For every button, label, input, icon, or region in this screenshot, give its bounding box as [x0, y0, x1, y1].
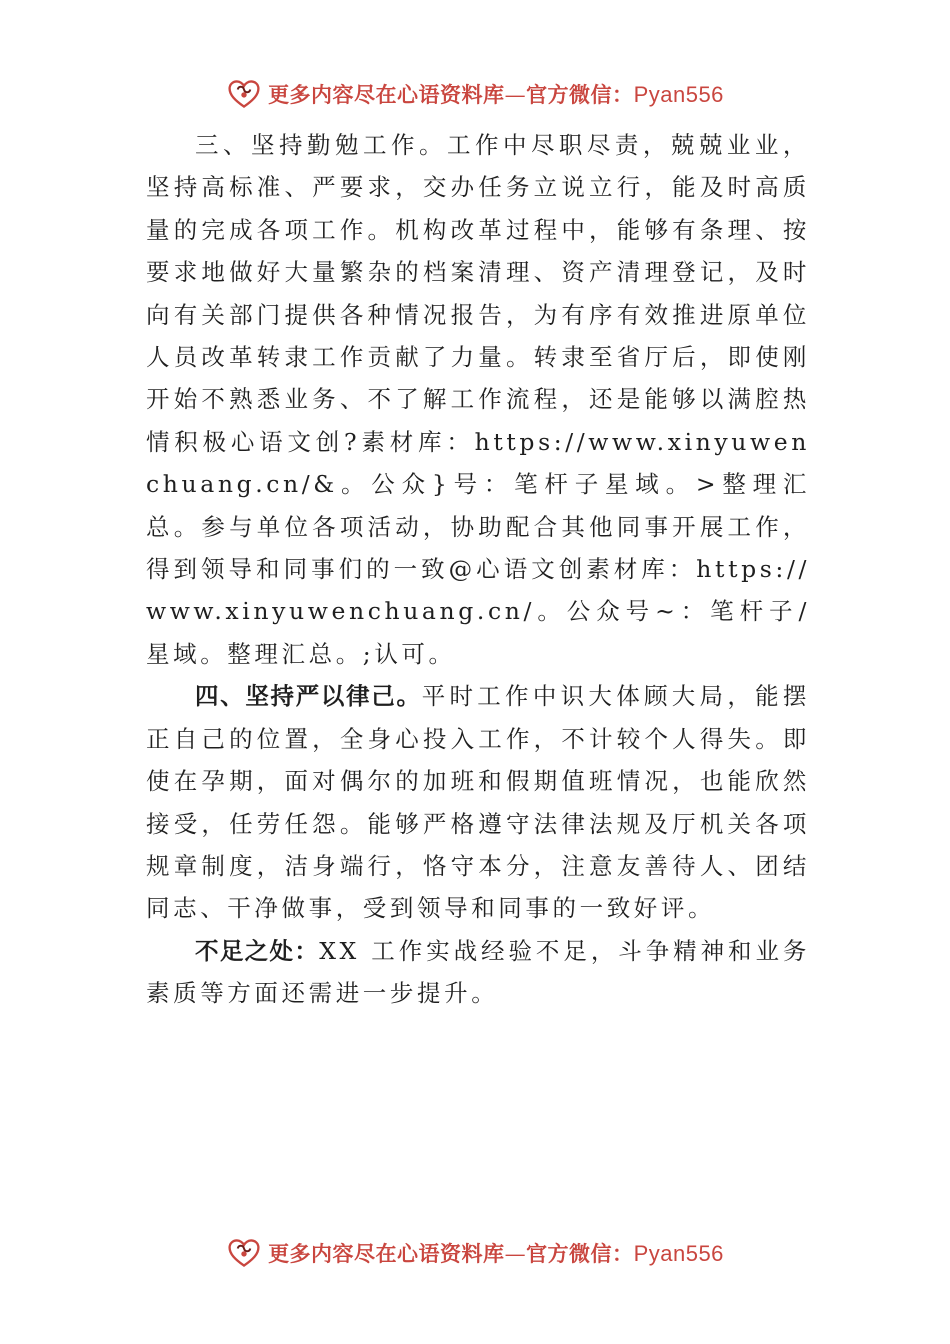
- paragraph-shortcomings: [146, 930, 810, 1015]
- banner-lead: 更多内容尽在心语资料库: [268, 82, 505, 107]
- banner-dash: —: [504, 1242, 527, 1266]
- document-body: [146, 124, 810, 1015]
- footer-banner: [0, 1231, 950, 1275]
- paragraph-text: XX 工作实战经验不足，斗争精神和业务素质等方面还需进一步提升。: [146, 936, 811, 1008]
- paragraph-text: 三、坚持勤勉工作。工作中尽职尽责，兢兢业业，坚持高标准、严要求，交办任务立说立行，能及时高质量的完成各项工作。机构改革过程中，能够有条理、按要求地做好大量繁杂的档案清理、资产清理登记，及时向有关部门提供各种情况报告，为有序有效推进原单位人员改革转隶工作贡献了力量。转隶至省厅后，即使刚开始不熟悉业务、不了解工作流程，还是能够以满腔热情积极心语文创?素材库：https://www.xinyuwenchuang.cn/&。公众}号：笔杆子星域。>整理汇总。参与单位各项活动，协助配合其他同事开展工作，得到领导和同事们的一致@心语文创素材库：https://www.xinyuwenchuang.cn/。公众号~：笔杆子/星域。整理汇总。;认可。: [146, 131, 810, 668]
- banner-handle: Pyan556: [633, 1241, 724, 1266]
- banner-lead: 更多内容尽在心语资料库: [268, 1241, 505, 1266]
- header-banner: [0, 72, 950, 116]
- heart-swirl-logo-icon: [226, 76, 262, 112]
- heart-swirl-logo-icon: [226, 1235, 262, 1271]
- banner-tail: 官方微信：: [526, 82, 634, 107]
- banner-handle: Pyan556: [633, 82, 724, 107]
- paragraph-diligence: [146, 124, 810, 675]
- paragraph-heading: 不足之处：: [195, 936, 320, 965]
- banner-text: [268, 79, 724, 109]
- banner-dash: —: [504, 83, 527, 107]
- paragraph-self-discipline: [146, 675, 810, 929]
- banner-text: [268, 1238, 724, 1268]
- banner-tail: 官方微信：: [526, 1241, 634, 1266]
- paragraph-heading: 四、坚持严以律己。: [195, 682, 422, 711]
- paragraph-text: 平时工作中识大体顾大局，能摆正自己的位置，全身心投入工作，不计较个人得失。即使在孕期，面对偶尔的加班和假期值班情况，也能欣然接受，任劳任怨。能够严格遵守法律法规及厅机关各项规章制度，洁身端行，恪守本分，注意友善待人、团结同志、干净做事，受到领导和同事的一致好评。: [146, 682, 811, 923]
